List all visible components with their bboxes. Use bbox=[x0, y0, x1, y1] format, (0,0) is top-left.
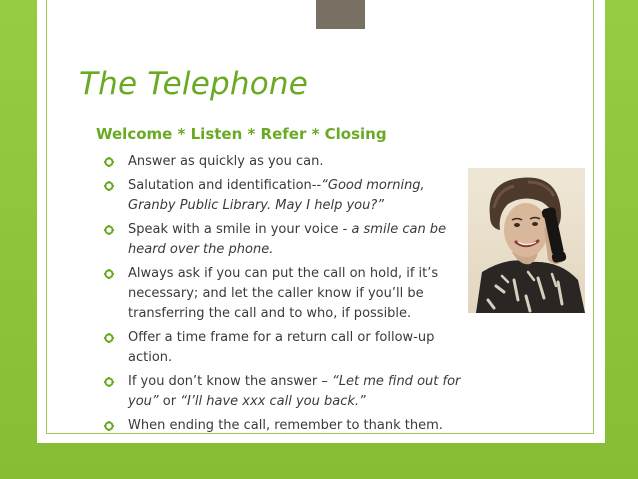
bullet-icon bbox=[104, 421, 114, 431]
bullet-icon bbox=[104, 333, 114, 343]
bullet-text: Salutation and identification-- bbox=[128, 178, 322, 193]
bullet-icon bbox=[104, 269, 114, 279]
bullet-icon bbox=[104, 377, 114, 387]
slide-tab-decoration bbox=[316, 0, 365, 29]
slide-title: The Telephone bbox=[79, 66, 308, 102]
bullet-item bbox=[104, 220, 474, 260]
bullet-list bbox=[104, 152, 474, 440]
bullet-item bbox=[104, 372, 474, 412]
photo-image bbox=[468, 168, 585, 313]
bullet-item bbox=[104, 152, 474, 172]
bullet-quote-text: “Let me find out for you” bbox=[128, 374, 461, 409]
bullet-text: Always ask if you can put the call on hold, if it’s necessary; and let the caller know if you’ll be transferring the call and to who, if possible. bbox=[128, 266, 439, 321]
bullet-icon bbox=[104, 157, 114, 167]
bullet-item bbox=[104, 328, 474, 368]
bullet-item bbox=[104, 176, 474, 216]
bullet-icon bbox=[104, 225, 114, 235]
bullet-quote-text: “Good morning, Granby Public Library. May I help you?” bbox=[128, 178, 425, 213]
bullet-quote-text: a smile can be heard over the phone. bbox=[128, 222, 447, 257]
bullet-text: Offer a time frame for a return call or follow-up action. bbox=[128, 330, 435, 365]
bullet-icon bbox=[104, 181, 114, 191]
bullet-text: Answer as quickly as you can. bbox=[128, 154, 324, 169]
woman-on-telephone-photo bbox=[468, 168, 585, 313]
bullet-item bbox=[104, 416, 474, 436]
bullet-item bbox=[104, 264, 474, 324]
bullet-text: Speak with a smile in your voice - bbox=[128, 222, 352, 237]
bullet-text: When ending the call, remember to thank them. bbox=[128, 418, 443, 433]
bullet-text: If you don’t know the answer – bbox=[128, 374, 333, 389]
bullet-text: or bbox=[158, 394, 181, 409]
slide-subtitle: Welcome * Listen * Refer * Closing bbox=[96, 125, 387, 143]
bullet-quote-text: “I’ll have xxx call you back.” bbox=[180, 394, 366, 409]
